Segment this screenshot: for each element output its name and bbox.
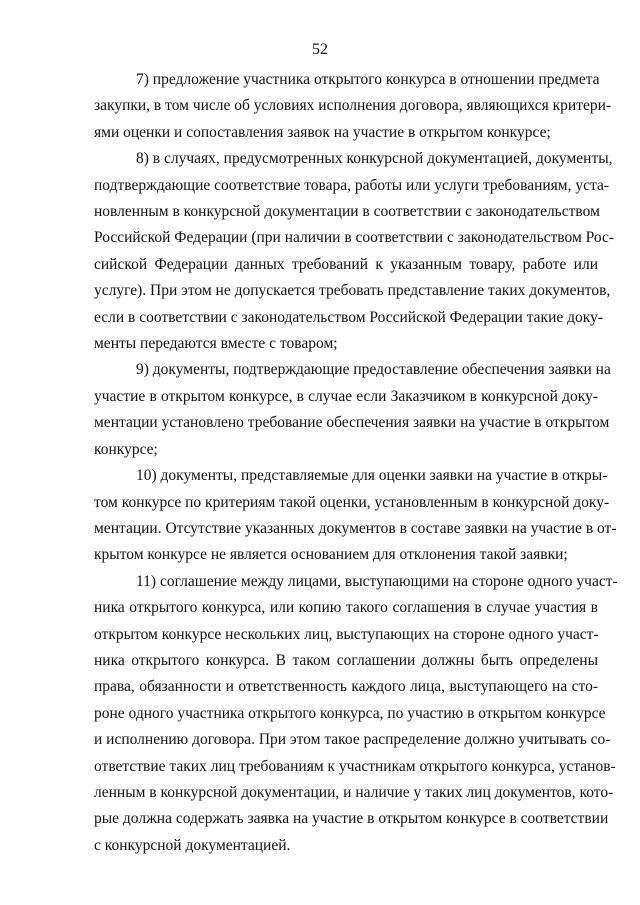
text-line: услуге). При этом не допускается требовать представление таких документов, [94, 282, 611, 300]
text-line: права, обязанности и ответственность каждого лица, выступающего на сто- [94, 678, 598, 696]
text-line: крытом конкурсе не является основанием для отклонения такой заявки; [94, 546, 568, 564]
text-line: с конкурсной документацией. [94, 836, 291, 854]
text-line: сийской Федерации данных требований к указанным товару, работе или [94, 255, 598, 273]
text-line: ментации установлено требование обеспечения заявки на участие в открытом [94, 414, 610, 432]
text-line: конкурсе; [94, 440, 158, 458]
paragraph-item-7 [94, 67, 612, 146]
paragraph-item-8 [94, 146, 615, 357]
text-line: 10) документы, представляемые для оценки заявки на участие в откры- [136, 467, 608, 485]
text-line: рые должна содержать заявка на участие в открытом конкурсе в соответствии [94, 810, 609, 828]
text-line: ленным в конкурсной документации, и наличие у таких лиц документов, кото- [94, 783, 614, 801]
paragraph-item-11 [94, 569, 618, 859]
text-line: роне одного участника открытого конкурса, по участию в открытом конкурсе [94, 704, 606, 722]
text-line: том конкурсе по критериям такой оценки, установленным в конкурсной доку- [94, 493, 610, 511]
text-line: ями оценки и сопоставления заявок на участие в открытом конкурсе; [94, 123, 551, 141]
text-line: ответствие таких лиц требованиям к участникам открытого конкурса, установ- [94, 757, 616, 775]
text-line: подтверждающие соответствие товара, работы или услуги требованиям, уста- [94, 176, 609, 194]
text-line: ника открытого конкурса. В таком соглашении должны быть определены [94, 651, 598, 669]
text-line: 8) в случаях, предусмотренных конкурсной документацией, документы, [136, 150, 613, 168]
text-line: закупки, в том числе об условиях исполнения договора, являющихся критери- [94, 97, 612, 115]
text-line: если в соответствии с законодательством Российской Федерации такие доку- [94, 308, 603, 326]
page-number: 52 [312, 41, 328, 58]
paragraph-item-9 [94, 357, 611, 463]
text-line: менты передаются вместе с товаром; [94, 335, 338, 353]
text-line: Российской Федерации (при наличии в соответствии с законодательством Рос- [94, 229, 615, 247]
text-line: 7) предложение участника открытого конкурса в отношении предмета [136, 71, 600, 88]
paragraph-item-10 [94, 463, 617, 569]
text-line: ментации. Отсутствие указанных документов в составе заявки на участие в от- [94, 519, 617, 537]
text-line: 9) документы, подтверждающие предоставление обеспечения заявки на [136, 361, 611, 379]
text-line: 11) соглашение между лицами, выступающими на стороне одного участ- [136, 572, 618, 590]
text-line: и исполнению договора. При этом такое распределение должно учитывать со- [94, 731, 611, 749]
text-line: открытом конкурсе нескольких лиц, выступающих на стороне одного участ- [94, 625, 599, 643]
text-line: ника открытого конкурса, или копию такого соглашения в случае участия в [94, 599, 598, 617]
document-body [94, 67, 618, 859]
text-line: новленным в конкурсной документации в соответствии с законодательством [94, 203, 600, 221]
text-line: участие в открытом конкурсе, в случае если Заказчиком в конкурсной доку- [94, 387, 598, 405]
